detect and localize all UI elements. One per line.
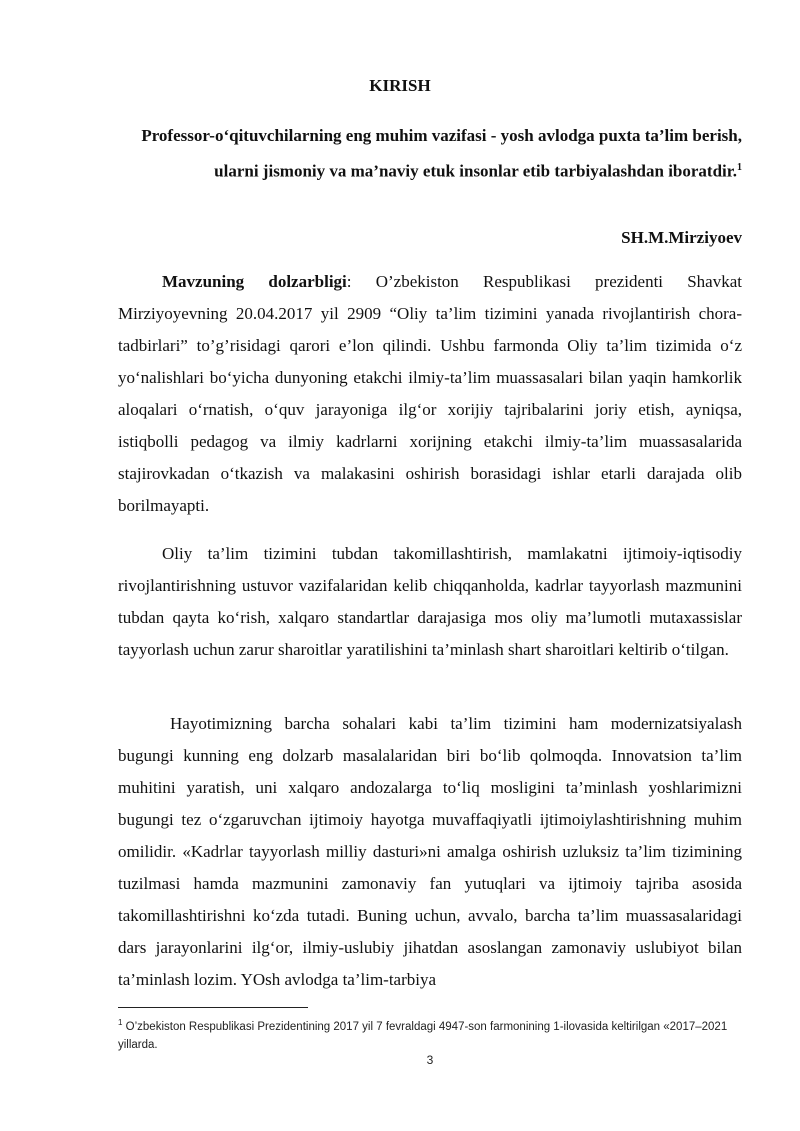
paragraph-3 xyxy=(118,708,742,996)
footnote xyxy=(118,1014,748,1054)
footnote-text: O’zbekiston Respublikasi Prezidentining 2017 yil 7 fevraldagi 4947-son farmonining 1-ilovasida keltirilgan «2017–2021 yillarda. xyxy=(118,1020,728,1051)
paragraph-lead: Mavzuning dolzarbligi xyxy=(162,272,347,291)
paragraph-text: Hayotimizning barcha sohalari kabi ta’lim tizimini ham modernizatsiyalash bugungi kunning eng dolzarb masalalaridan biri bo‘lib qolmoqda. Innovatsion ta’lim muhitini yaratish, uni xalqaro andozalarga to‘liq mosligini ta’minlash yoshlarimizni bugungi tez o‘zgaruvchan ijtimoiy hayotga muvaffaqiyatli ijtimoiylashtirishning muhim omilidir. «Kadrlar tayyorlash milliy dasturi»ni amalga oshirish uzluksiz ta’lim tizimining tuzilmasi hamda mazmunini zamonaviy fan yutuqlari va ijtimoiy tajriba asosida takomillashtirishni ko‘zda tutadi. Buning uchun, avvalo, barcha ta’lim muassasalaridagi dars jarayonlarini ilg‘or, ilmiy-uslubiy jihatdan asoslangan zamonaviy uslubiyot bilan ta’minlash lozim. YOsh avlodga ta’lim-tarbiya xyxy=(118,714,742,989)
epigraph-text: Professor-o‘qituvchilarning eng muhim vazifasi - yosh avlodga puxta ta’lim berish, ularni jismoniy va ma’naviy etuk insonlar etib tarbiyalashdan iboratdir. xyxy=(141,126,742,181)
epigraph-author: SH.M.Mirziyoev xyxy=(621,228,742,247)
footnote-separator xyxy=(118,1007,308,1008)
page-number: 3 xyxy=(426,1053,434,1067)
footnote-mark: 1 xyxy=(118,1018,123,1027)
paragraph-2 xyxy=(118,538,742,666)
epigraph xyxy=(118,120,742,188)
page-title: KIRISH xyxy=(369,76,431,95)
paragraph-text: Oliy ta’lim tizimini tubdan takomillashtirish, mamlakatni ijtimoiy-iqtisodiy rivojlantirishning ustuvor vazifalaridan kelib chiqqanholda, kadrlar tayyorlash mazmunini tubdan qayta ko‘rish, xalqaro standartlar darajasiga mos oliy ma’lumotli mutaxassislar tayyorlash uchun zarur sharoitlar yaratilishini ta’minlash shart sharoitlari keltirib o‘tilgan. xyxy=(118,544,742,659)
footnote-reference[interactable]: 1 xyxy=(737,162,742,173)
paragraph-1 xyxy=(118,266,742,522)
paragraph-text: : O’zbekiston Respublikasi prezidenti Shavkat Mirziyoyevning 20.04.2017 yil 2909 “Oliy ta’lim tizimini yanada rivojlantirish chora-tadbirlari” to’g’risidagi qarori e’lon qilindi. Ushbu farmonda Oliy ta’lim tizimida o‘z yo‘nalishlari bo‘yicha dunyoning etakchi ilmiy-ta’lim muassasalari bilan yaqin hamkorlik aloqalari o‘rnatish, o‘quv jarayoniga ilg‘or xorijiy tajribalarini joriy etish, ayniqsa, istiqbolli pedagog va ilmiy kadrlarni xorijning etakchi ilmiy-ta’lim muassasalarida stajirovkadan o‘tkazish va malakasini oshirish borasidagi ishlar etarli darajada olib borilmayapti. xyxy=(118,272,742,515)
